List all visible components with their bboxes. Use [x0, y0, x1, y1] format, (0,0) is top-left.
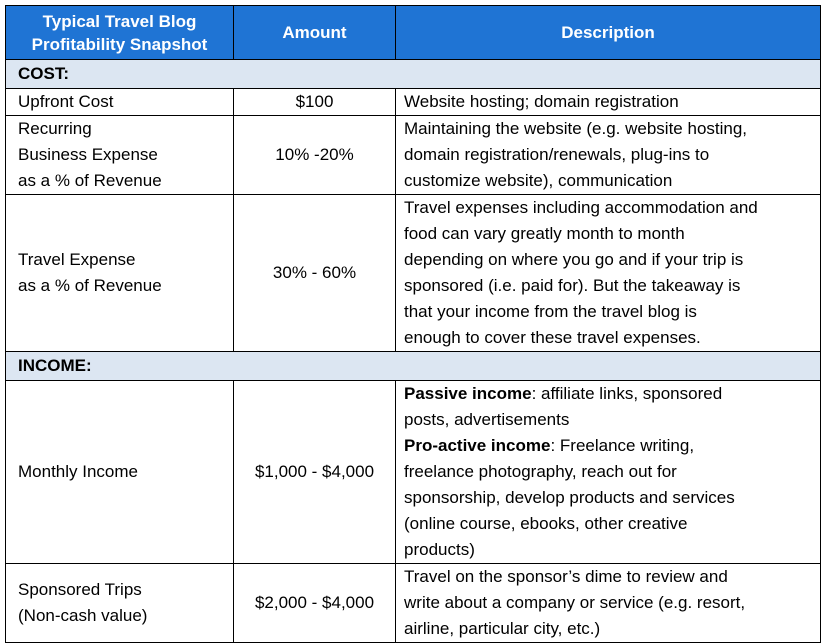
desc-upfront: Website hosting; domain registration — [396, 89, 821, 116]
item-line: (Non-cash value) — [18, 606, 148, 625]
item-recurring — [6, 116, 234, 195]
desc-line — [404, 433, 810, 459]
desc-line: posts, advertisements — [404, 410, 570, 429]
table-row-recurring — [6, 116, 821, 195]
header-snapshot — [6, 6, 234, 60]
desc-travel — [396, 195, 821, 352]
desc-line: Maintaining the website (e.g. website hosting, — [404, 119, 748, 138]
header-snapshot-line1: Typical Travel Blog — [42, 11, 197, 31]
item-travel — [6, 195, 234, 352]
desc-recurring — [396, 116, 821, 195]
item-sponsored — [6, 564, 234, 643]
section-row-income — [6, 352, 821, 381]
desc-line: food can vary greatly month to month — [404, 224, 685, 243]
desc-line: airline, particular city, etc.) — [404, 619, 601, 638]
amount-travel: 30% - 60% — [234, 195, 396, 352]
item-line: Business Expense — [18, 145, 158, 164]
passive-income-text: : affiliate links, sponsored — [531, 384, 723, 403]
table-row-sponsored — [6, 564, 821, 643]
desc-line: Travel expenses including accommodation and — [404, 198, 758, 217]
item-line: as a % of Revenue — [18, 276, 162, 295]
section-label-income: INCOME: — [6, 352, 821, 381]
desc-line: sponsorship, develop products and services — [404, 488, 735, 507]
desc-line: write about a company or service (e.g. resort, — [404, 593, 746, 612]
profitability-table — [5, 5, 821, 643]
table-row-travel — [6, 195, 821, 352]
table-row-upfront — [6, 89, 821, 116]
header-description: Description — [396, 6, 821, 60]
proactive-income-label: Pro-active income — [404, 436, 551, 455]
desc-line: (online course, ebooks, other creative — [404, 514, 688, 533]
item-line: as a % of Revenue — [18, 171, 162, 190]
desc-line: domain registration/renewals, plug-ins to — [404, 145, 710, 164]
desc-sponsored — [396, 564, 821, 643]
desc-line: products) — [404, 540, 475, 559]
item-line: Recurring — [18, 119, 92, 138]
proactive-income-text: : Freelance writing, — [550, 436, 695, 455]
amount-upfront: $100 — [234, 89, 396, 116]
table-row-monthly — [6, 381, 821, 564]
item-upfront: Upfront Cost — [6, 89, 234, 116]
desc-monthly — [396, 381, 821, 564]
desc-line — [404, 381, 810, 407]
amount-sponsored: $2,000 - $4,000 — [234, 564, 396, 643]
section-label-cost: COST: — [6, 60, 821, 89]
header-snapshot-line2: Profitability Snapshot — [31, 34, 208, 54]
item-line: Travel Expense — [18, 250, 136, 269]
amount-monthly: $1,000 - $4,000 — [234, 381, 396, 564]
item-monthly: Monthly Income — [6, 381, 234, 564]
amount-recurring: 10% -20% — [234, 116, 396, 195]
passive-income-label: Passive income — [404, 384, 532, 403]
header-row — [6, 6, 821, 60]
desc-line: depending on where you go and if your trip is — [404, 250, 744, 269]
desc-line: that your income from the travel blog is — [404, 302, 697, 321]
desc-line: customize website), communication — [404, 171, 673, 190]
desc-line: sponsored (i.e. paid for). But the takeaway is — [404, 276, 741, 295]
item-line: Sponsored Trips — [18, 580, 142, 599]
desc-line: Travel on the sponsor’s dime to review and — [404, 567, 728, 586]
desc-line: enough to cover these travel expenses. — [404, 328, 701, 347]
desc-line: freelance photography, reach out for — [404, 462, 677, 481]
section-row-cost — [6, 60, 821, 89]
header-amount: Amount — [234, 6, 396, 60]
